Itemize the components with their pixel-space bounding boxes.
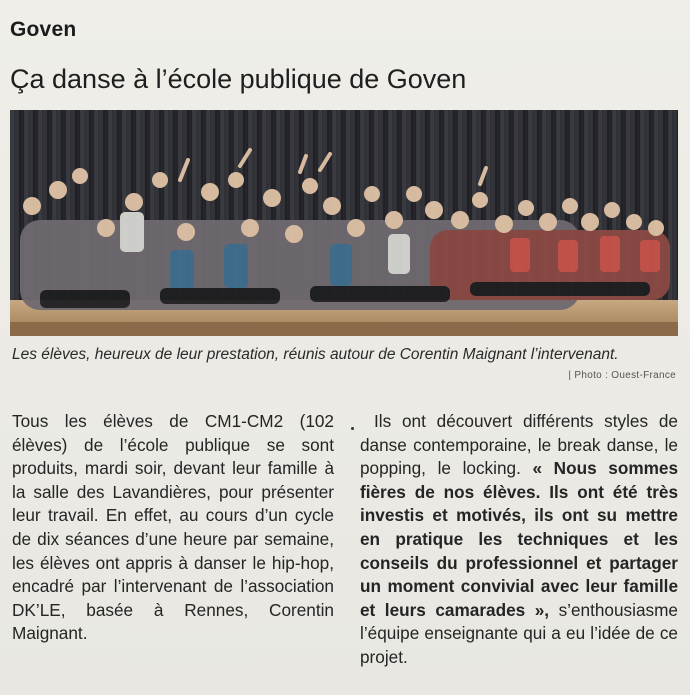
article-photo: [10, 110, 678, 336]
column-separator-dot: [351, 427, 354, 430]
body-paragraph-right: [360, 410, 678, 670]
article-column-left: [12, 410, 334, 646]
teacher-quote: « Nous sommes fières de nos élèves. Ils ont été très investis et motivés, ils ont su mettre en pratique les techniques et les conseils du professionnel et partager un moment convivial avec leur famille et leurs camarades »,: [360, 458, 678, 620]
body-right-outro: s’enthousiasme l’équipe enseignante qui a eu l’idée de ce projet.: [360, 599, 678, 667]
photo-caption: Les élèves, heureux de leur prestation, réunis autour de Corentin Maignant l’intervenant.: [12, 346, 619, 363]
body-right-intro: Ils ont découvert différents styles de danse contemporaine, le break danse, le popping, le locking.: [360, 411, 678, 479]
photo-credit: | Photo : Ouest-France: [568, 370, 676, 381]
article-headline: Ça danse à l’école publique de Goven: [10, 64, 467, 94]
article-column-right: [360, 410, 678, 670]
section-rubric: Goven: [10, 18, 77, 41]
body-paragraph-left: Tous les élèves de CM1-CM2 (102 élèves) de l’école publique se sont produits, mardi soir, devant leur famille à la salle des Lavandières, pour présenter leur travail. En effet, au cours d’un cycle de dix séances d’une heure par semaine, les élèves ont appris à danser le hip-hop, encadré par l’intervenant de l’association DK’LE, basée à Rennes, Corentin Maignant.: [12, 411, 334, 644]
